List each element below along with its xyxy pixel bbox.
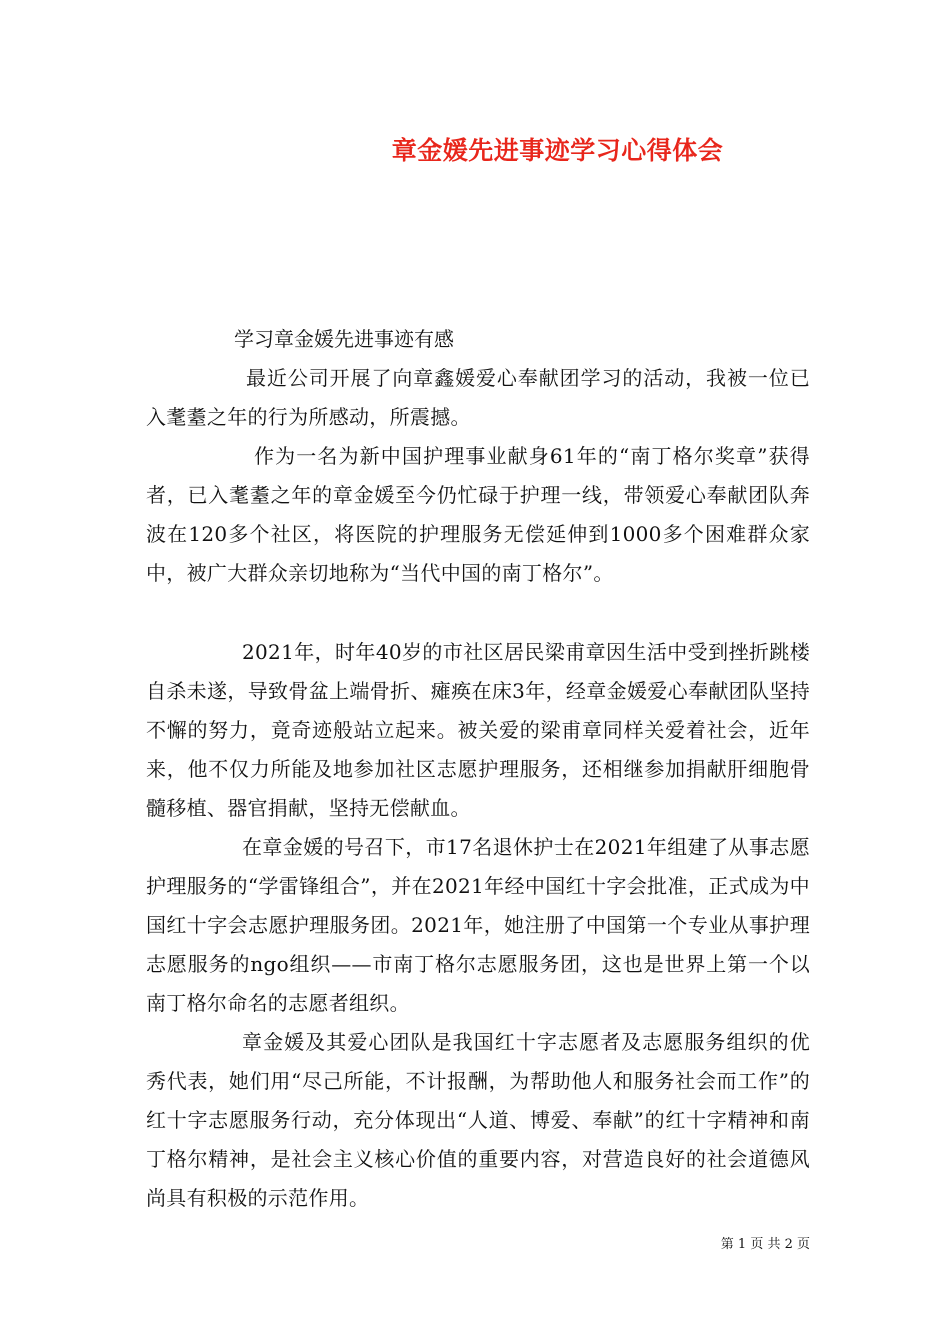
paragraph-4: 在章金媛的号召下，市17名退休护士在2021年组建了从事志愿护理服务的“学雷锋组合”，并在2021年经中国红十字会批准，正式成为中国红十字会志愿护理服务团。2021年，她注册了中国第一个专业从事护理志愿服务的ngo组织——市南丁格尔志愿服务团，这也是世界上第一个以南丁格尔命名的志愿者组织。 xyxy=(146,835,810,1015)
document-subtitle: 学习章金媛先进事迹有感 xyxy=(234,327,454,351)
page-number-footer: 第 1 页 共 2 页 xyxy=(720,1237,810,1252)
paragraph-5: 章金媛及其爱心团队是我国红十字志愿者及志愿服务组织的优秀代表，她们用“尽己所能，不计报酬，为帮助他人和服务社会而工作”的红十字志愿服务行动，充分体现出“人道、博爱、奉献”的红十字精神和南丁格尔精神，是社会主义核心价值的重要内容，对营造良好的社会道德风尚具有积极的示范作用。 xyxy=(146,1030,810,1210)
paragraph-2: 作为一名为新中国护理事业献身61年的“南丁格尔奖章”获得者，已入耄耋之年的章金媛至今仍忙碌于护理一线，带领爱心奉献团队奔波在120多个社区，将医院的护理服务无偿延伸到1000多个困难群众家中，被广大群众亲切地称为“当代中国的南丁格尔”。 xyxy=(146,444,810,585)
document-title: 章金媛先进事迹学习心得体会 xyxy=(391,136,724,165)
paragraph-1: 最近公司开展了向章鑫媛爱心奉献团学习的活动，我被一位已入耄耋之年的行为所感动，所震撼。 xyxy=(146,366,810,429)
paragraph-3: 2021年，时年40岁的市社区居民梁甫章因生活中受到挫折跳楼自杀未遂，导致骨盆上端骨折、瘫痪在床3年，经章金媛爱心奉献团队坚持不懈的努力，竟奇迹般站立起来。被关爱的梁甫章同样关爱着社会，近年来，他不仅力所能及地参加社区志愿护理服务，还相继参加捐献肝细胞骨髓移植、器官捐献，坚持无偿献血。 xyxy=(146,640,810,820)
